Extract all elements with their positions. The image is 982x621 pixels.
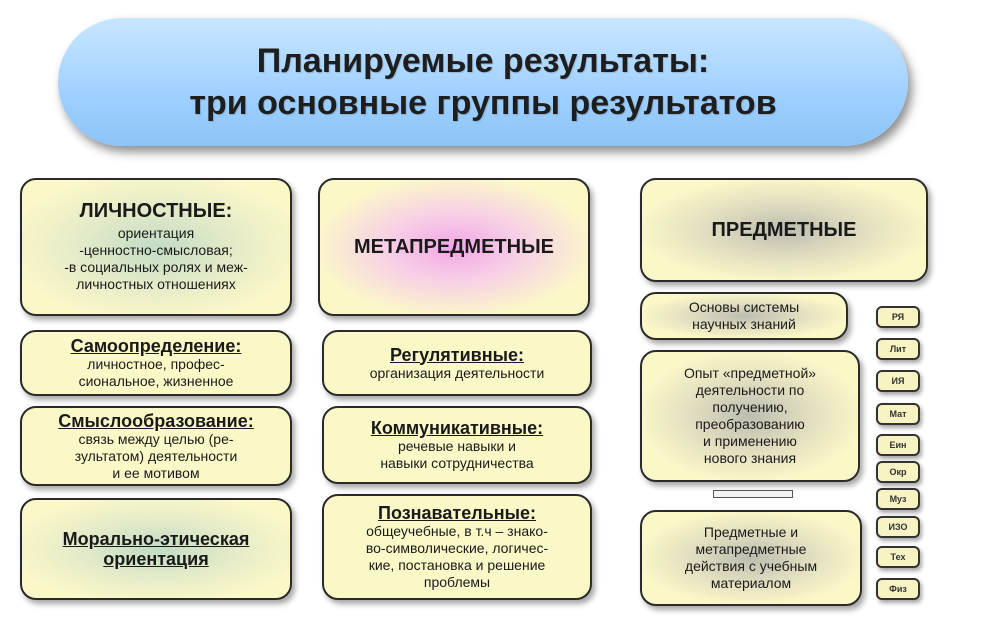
subject-tag: Еин (876, 434, 920, 456)
communicative-line: речевые навыки и (397, 438, 517, 454)
meaning-making-line: и ее мотивом (112, 464, 200, 481)
communicative-box (322, 406, 592, 484)
experience-line: получению, (712, 399, 788, 415)
moral-orientation-line: ориентация (103, 549, 209, 569)
actions-line: действия с учебным (684, 558, 818, 574)
actions-line: метапредметные (695, 541, 807, 557)
connector-bar (713, 490, 793, 498)
self-determination-line: сиональное, жизненное (78, 373, 234, 389)
personal-line: -в социальных ролях и меж- (64, 259, 248, 275)
meaning-making-line: зультатом) деятельности (74, 447, 238, 464)
title-banner (58, 18, 908, 146)
personal-heading: ЛИЧНОСТНЫЕ: (79, 200, 233, 222)
moral-orientation-box (20, 498, 292, 600)
subject-tag: Мат (876, 403, 920, 425)
moral-orientation-line: Морально-этическая (62, 529, 250, 549)
subject-tag: Тех (876, 546, 920, 568)
cognitive-heading: Познавательные: (378, 503, 536, 523)
experience-line: нового знания (703, 450, 797, 466)
cognitive-line: проблемы (423, 574, 491, 590)
title-line-1: Планируемые результаты: (256, 42, 710, 80)
experience-line: Опыт «предметной» (683, 365, 817, 381)
meaning-making-line: связь между целью (ре- (78, 430, 234, 447)
communicative-heading: Коммуникативные: (370, 418, 544, 438)
title-line-2: три основные группы результатов (189, 84, 777, 122)
cognitive-line: во-символические, логичес- (365, 540, 549, 556)
cognitive-box (322, 494, 592, 600)
experience-line: деятельности по (695, 382, 805, 398)
self-determination-heading: Самоопределение: (70, 336, 242, 356)
cognitive-line: общеучебные, в т.ч – знако- (366, 523, 548, 539)
subject-tag: Физ (876, 578, 920, 600)
personal-line: -ценностно-смысловая; (79, 242, 233, 258)
subject-tag: ИЗО (876, 516, 920, 538)
foundations-line: Основы системы (688, 299, 800, 315)
regulative-line: организация деятельности (369, 364, 545, 381)
subject-tag: ИЯ (876, 370, 920, 392)
actions-line: материалом (710, 575, 792, 591)
communicative-line: навыки сотрудничества (380, 455, 534, 471)
meta-results-box (318, 178, 590, 316)
subject-actions-box (640, 510, 862, 606)
subject-tag: Муз (876, 488, 920, 510)
self-determination-line: личностное, профес- (87, 356, 225, 372)
meaning-making-box (20, 406, 292, 486)
self-determination-box (20, 330, 292, 396)
subject-tag: Лит (876, 338, 920, 360)
experience-line: преобразованию (695, 416, 805, 432)
subject-tag: Окр (876, 461, 920, 483)
personal-results-box (20, 178, 292, 316)
subject-results-box (640, 178, 928, 282)
cognitive-line: кие, постановка и решение (368, 557, 546, 573)
personal-line: ориентация (117, 225, 195, 241)
subject-experience-box (640, 350, 860, 482)
experience-line: и применению (703, 433, 797, 449)
subject-tag: РЯ (876, 306, 920, 328)
actions-line: Предметные и (703, 524, 799, 540)
meta-heading: МЕТАПРЕДМЕТНЫЕ (353, 236, 555, 258)
foundations-line: научных знаний (692, 316, 796, 332)
regulative-heading: Регулятивные: (390, 344, 524, 365)
scientific-foundations-box (640, 292, 848, 340)
regulative-box (322, 330, 592, 396)
subject-heading: ПРЕДМЕТНЫЕ (711, 219, 857, 241)
meaning-making-heading: Смыслообразование: (58, 410, 254, 431)
personal-line: личностных отношениях (76, 276, 236, 292)
